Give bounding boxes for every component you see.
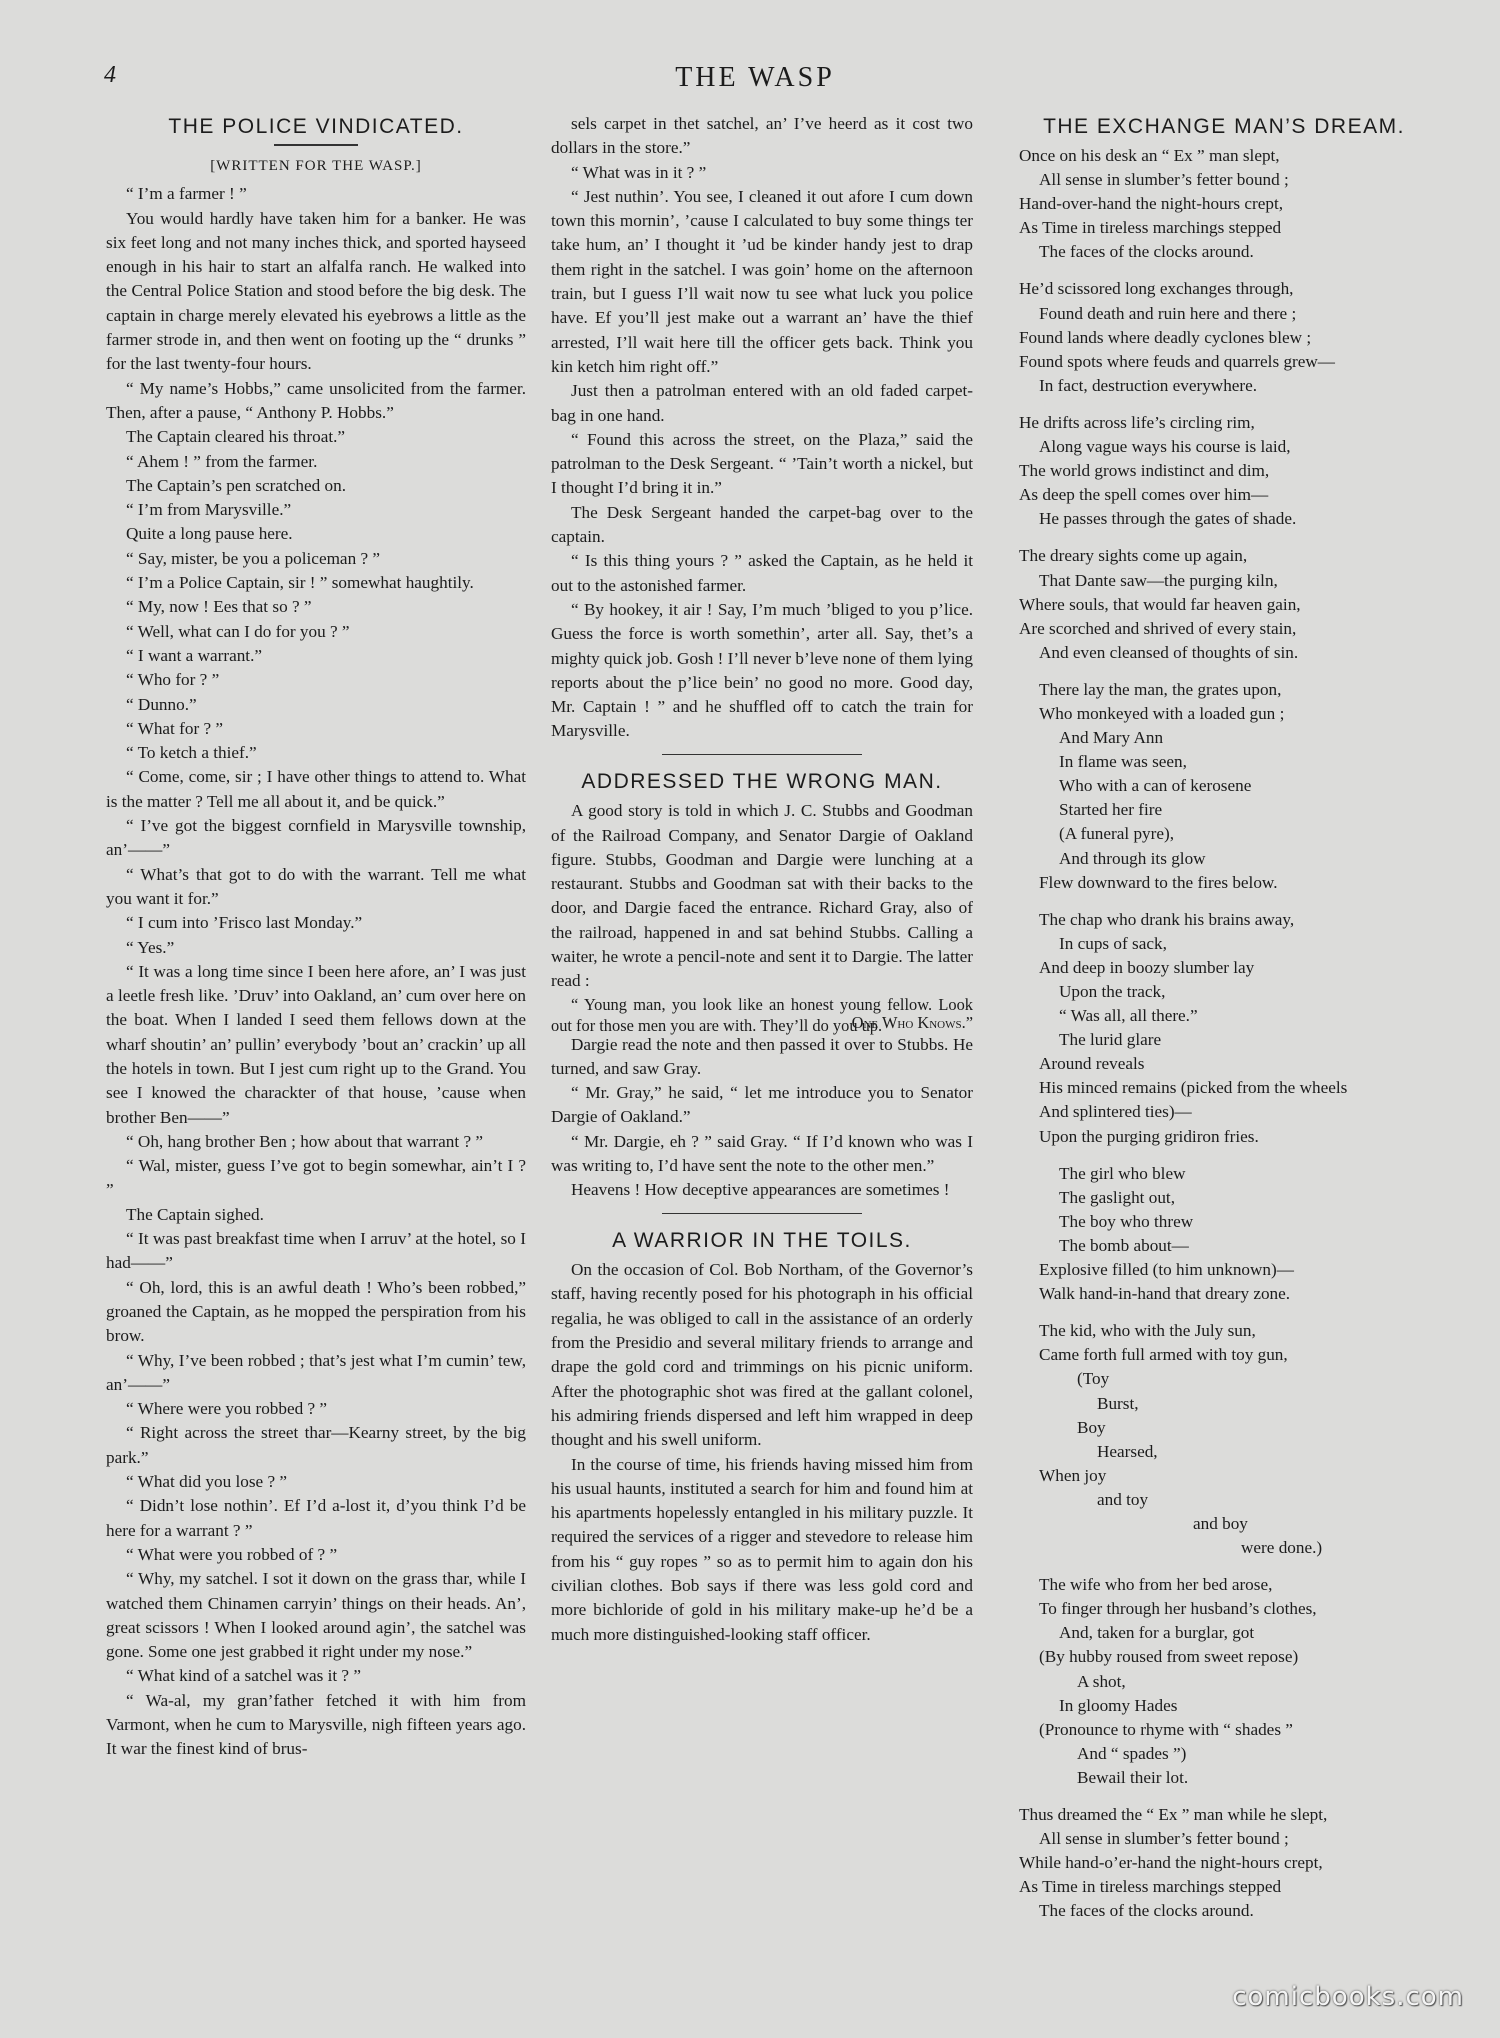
poem-stanza [1019, 544, 1429, 664]
article-divider [662, 1213, 862, 1215]
poem-line: A shot, [1077, 1671, 1126, 1691]
article-continuation [551, 112, 973, 744]
poem-stanza [1019, 1319, 1429, 1560]
article-body [551, 1258, 973, 1647]
poem-stanza [1019, 1573, 1429, 1790]
poem-line: And, taken for a burglar, got [1059, 1623, 1255, 1643]
article-paragraph: “ What kind of a satchel was it ? ” [126, 1666, 361, 1686]
article-paragraph: “ Mr. Gray,” he said, “ let me introduce you to Senator Dargie of Oakland.” [551, 1083, 973, 1127]
poem-line: All sense in slumber’s fetter bound ; [1039, 170, 1289, 190]
article-paragraph: Dargie read the note and then passed it over to Stubbs. He turned, and saw Gray. [551, 1034, 973, 1078]
article-body [106, 182, 526, 1761]
poem-line: Started her fire [1059, 800, 1163, 820]
poem-line: As deep the spell comes over him— [1019, 485, 1269, 505]
article-paragraph: “ I’m from Marysville.” [126, 500, 292, 520]
article-paragraph: Heavens ! How deceptive appearances are sometimes ! [571, 1180, 950, 1200]
article-paragraph: “ I’ve got the biggest cornfield in Marysville township, an’——” [106, 816, 526, 860]
poem-line: And “ spades ”) [1077, 1743, 1187, 1763]
poem-line: Bewail their lot. [1077, 1767, 1189, 1787]
poem-line: In fact, destruction everywhere. [1039, 375, 1258, 395]
poem-line: and toy [1097, 1489, 1149, 1509]
poem-line: Walk hand-in-hand that dreary zone. [1039, 1284, 1291, 1304]
article-paragraph: In the course of time, his friends having missed him from his usual haunts, instituted a search for him and found him at his apartments hopelessly entangled in his military puzzle. It required the services of a rigger and stevedore to release him from his “ guy ropes ” so as to permit him to again don his civilian clothes. Bob says if there was less gold cord and more bichloride of gold in his military make-up he’d be a much more distinguished-looking staff officer. [551, 1454, 973, 1644]
article-paragraph: “ Mr. Dargie, eh ? ” said Gray. “ If I’d known who was I was writing to, I’d have sent the note to the other men.” [551, 1131, 973, 1176]
poem-line: Along vague ways his course is laid, [1039, 437, 1291, 457]
poem-line: He’d scissored long exchanges through, [1019, 279, 1294, 299]
article-paragraph: “ Found this across the street, on the Plaza,” said the patrolman to the Desk Sergeant. “ ’Tain’t worth a nickel, but I thought I’d bring it in.” [551, 429, 973, 498]
article-paragraph: “ I want a warrant.” [126, 645, 262, 665]
article-paragraph: “ What for ? ” [126, 718, 224, 738]
poem-line: “ Was all, all there.” [1059, 1006, 1198, 1026]
poem-stanza [1019, 411, 1429, 531]
poem-line: In gloomy Hades [1059, 1695, 1178, 1715]
article-paragraph: The Captain cleared his throat.” [126, 427, 346, 447]
poem-line: And splintered ties)— [1039, 1102, 1192, 1122]
article-paragraph: “ Ahem ! ” from the farmer. [126, 451, 318, 471]
article-paragraph: The Desk Sergeant handed the carpet-bag over to the captain. [551, 502, 973, 547]
poem-line: and boy [1193, 1513, 1248, 1533]
poem-line: Came forth full armed with toy gun, [1039, 1345, 1288, 1365]
watermark: comicbooks.com [1232, 1982, 1464, 2012]
title-rule [274, 144, 358, 146]
column-2 [551, 112, 973, 1647]
poem-line: His minced remains (picked from the wheels [1039, 1078, 1348, 1098]
article-paragraph: “ What’s that got to do with the warrant. Tell me what you want it for.” [106, 864, 526, 908]
poem-line: Around reveals [1039, 1054, 1145, 1074]
poem-line: The kid, who with the July sun, [1039, 1321, 1256, 1341]
article-paragraph: “ Dunno.” [126, 694, 197, 714]
note-text: “ Young man, you look like an honest young fellow. Look out for those men you are with. They’ll do you up. [551, 994, 973, 1035]
poem-line: (Toy [1077, 1369, 1110, 1389]
poem-line: Hand-over-hand the night-hours crept, [1019, 194, 1284, 214]
poem-line: The world grows indistinct and dim, [1019, 461, 1270, 481]
masthead: THE WASP [675, 62, 835, 93]
poem-line: Upon the track, [1059, 982, 1166, 1001]
poem-title: THE EXCHANGE MAN’S DREAM. [1043, 115, 1405, 138]
pencil-note [551, 994, 973, 1033]
poem-line: The gaslight out, [1059, 1187, 1175, 1207]
poem-line: To finger through her husband’s clothes, [1039, 1599, 1317, 1619]
poem-line: The faces of the clocks around. [1039, 1901, 1254, 1921]
article-paragraph: “ Oh, hang brother Ben ; how about that warrant ? ” [126, 1131, 484, 1151]
article-paragraph: Quite a long pause here. [126, 524, 293, 544]
article-paragraph: “ I cum into ’Frisco last Monday.” [126, 913, 363, 933]
article-paragraph: “ Who for ? ” [126, 670, 220, 690]
poem-line: The bomb about— [1059, 1235, 1189, 1255]
article-paragraph: On the occasion of Col. Bob Northam, of the Governor’s staff, having recently posed for his photograph in his official regalia, he was obliged to call in the assistance of an orderly from the Presidio and several military friends to arrange and drape the gold cord and trimmings on his picnic uniform. After the photographic shot was fired at the gallant colonel, his admiring friends dispersed and left him wrapped in deep thought and his swell uniform. [551, 1260, 973, 1450]
poem-line: The faces of the clocks around. [1039, 242, 1254, 262]
article-paragraph: sels carpet in thet satchel, an’ I’ve heerd as it cost two dollars in the store.” [551, 114, 973, 158]
article-paragraph: The Captain’s pen scratched on. [126, 475, 347, 495]
article-paragraph: “ Wal, mister, guess I’ve got to begin somewhar, ain’t I ? ” [106, 1156, 526, 1200]
poem-line: Found spots where feuds and quarrels grew— [1019, 351, 1335, 371]
poem-line: Found lands where deadly cyclones blew ; [1019, 327, 1312, 347]
poem-stanza [1019, 678, 1429, 895]
poem-line: He passes through the gates of shade. [1039, 509, 1297, 529]
poem-line: Where souls, that would far heaven gain, [1019, 594, 1301, 614]
page-number: 4 [104, 62, 116, 88]
article-paragraph: “ It was a long time since I been here afore, an’ I was just a leetle fresh like. ’Druv’ into Oakland, an’ cum over here on the boat. When I landed I seed them fellows down at the wharf shoutin’ an’ pullin’ everybody ’bout an’ crackin’ up all the hotels in town. But I jest cum right up to the Grand. You see I knowed the charackter of that house, ’cause when brother Ben——” [106, 961, 526, 1127]
column-3 [1019, 112, 1429, 1936]
article-paragraph: “ My, now ! Ees that so ? ” [126, 597, 312, 617]
article-paragraph: “ Well, what can I do for you ? ” [126, 621, 350, 641]
poem-line: Boy [1077, 1417, 1106, 1437]
article-paragraph: “ My name’s Hobbs,” came unsolicited from the farmer. Then, after a pause, “ Anthony P. Hobbs.” [106, 378, 526, 422]
poem-line: Are scorched and shrived of every stain, [1019, 618, 1297, 638]
poem-line: were done.) [1241, 1538, 1323, 1558]
poem-line: Once on his desk an “ Ex ” man slept, [1019, 146, 1280, 165]
article-paragraph: “ I’m a farmer ! ” [126, 184, 247, 204]
article-subhead: [WRITTEN FOR THE WASP.] [210, 158, 422, 174]
poem-line: As Time in tireless marchings stepped [1019, 218, 1282, 238]
poem-stanza [1019, 908, 1429, 1149]
poem-line: And even cleansed of thoughts of sin. [1039, 642, 1299, 662]
poem-line: Who with a can of kerosene [1059, 776, 1252, 796]
poem-line: That Dante saw—the purging kiln, [1039, 570, 1278, 590]
article-paragraph: You would hardly have taken him for a banker. He was six feet long and not many inches thick, and sported hayseed enough in his hair to start an alfalfa ranch. He walked into the Central Police Station and stood before the big desk. The captain in charge merely elevated his eyebrows a little as the farmer strode in, and then went on footing up the “ drunks ” for the last twenty-four hours. [106, 208, 526, 374]
article-paragraph: “ Right across the street thar—Kearny street, by the big park.” [106, 1423, 526, 1467]
poem-stanza [1019, 1162, 1429, 1307]
poem-line: (By hubby roused from sweet repose) [1039, 1647, 1299, 1667]
poem-line: While hand-o’er-hand the night-hours crept, [1019, 1853, 1323, 1873]
poem-line: Who monkeyed with a loaded gun ; [1039, 703, 1285, 723]
column-1 [106, 112, 526, 1762]
poem-line: The boy who threw [1059, 1211, 1194, 1231]
article-paragraph: A good story is told in which J. C. Stubbs and Goodman of the Railroad Company, and Senator Dargie of Oakland figure. Stubbs, Goodman and Dargie were lunching at a restaurant. Stubbs and Goodman sat with their backs to the door, and Dargie faced the entrance. Richard Gray, also of the railroad, happened in and sat behind Stubbs. Calling a waiter, he wrote a pencil-note and sent it to Dargie. The latter read : [551, 801, 973, 991]
article-paragraph: “ What was in it ? ” [571, 162, 707, 182]
poem-line: All sense in slumber’s fetter bound ; [1039, 1829, 1289, 1849]
poem-body [1019, 144, 1429, 1923]
poem-line: Burst, [1097, 1393, 1139, 1413]
page-header [100, 62, 1410, 96]
poem-stanza [1019, 144, 1429, 264]
article-paragraph: “ Didn’t lose nothin’. Ef I’d a-lost it, d’you think I’d be here for a warrant ? ” [106, 1496, 526, 1540]
article-paragraph: “ Come, come, sir ; I have other things to attend to. What is the matter ? Tell me all about it, and be quick.” [106, 767, 526, 811]
article-paragraph: “ Why, my satchel. I sot it down on the grass thar, while I watched them Chinamen carryin’ things on their heads. An’, great scissors ! When I looked around agin’, the satchel was gone. Some one jest grabbed it right under my nose.” [106, 1569, 526, 1662]
article-title-addressed-wrong-man: ADDRESSED THE WRONG MAN. [581, 770, 943, 794]
poem-line: When joy [1039, 1465, 1107, 1485]
article-paragraph: “ I’m a Police Captain, sir ! ” somewhat haughtily. [126, 573, 474, 593]
article-paragraph: “ Jest nuthin’. You see, I cleaned it out afore I cum down town this mornin’, ’cause I calculated to buy some things ter take hum, an’ I thought it ’ud be kinder handy jest to drap them right in the satchel. I was goin’ home on the afternoon train, but I guess I’ll wait now tu see what luck you police have. Ef you’ll jest make out a warrant an’ have the thief arrested, I’ll wait here till the officer gets back. Think you kin ketch him right off.” [551, 186, 973, 376]
poem-line: In cups of sack, [1059, 933, 1167, 953]
poem-line: Explosive filled (to him unknown)— [1039, 1260, 1294, 1280]
article-paragraph: “ Is this thing yours ? ” asked the Captain, as he held it out to the astonished farmer. [551, 551, 973, 595]
article-paragraph: “ Wa-al, my gran’father fetched it with him from Varmont, when he cum to Marysville, nigh fifteen years ago. It war the finest kind of brus- [106, 1690, 526, 1759]
poem-line: (Pronounce to rhyme with “ shades ” [1039, 1719, 1293, 1739]
article-paragraph: “ What did you lose ? ” [126, 1472, 288, 1492]
poem-line: Upon the purging gridiron fries. [1039, 1126, 1259, 1146]
article-paragraph: “ To ketch a thief.” [126, 743, 257, 763]
article-body [551, 1033, 973, 1203]
article-paragraph: “ Say, mister, be you a policeman ? ” [126, 548, 381, 568]
poem-line: Found death and ruin here and there ; [1039, 303, 1297, 323]
article-divider [662, 754, 862, 756]
article-title-police-vindicated: THE POLICE VINDICATED. [168, 115, 464, 138]
article-paragraph: “ By hookey, it air ! Say, I’m much ’bliged to you p’lice. Guess the force is worth somethin’, arter all. Say, thet’s a mighty quick job. Gosh ! I’ll never b’leve none of them lying reports about the p’lice bein’ no good no more. Good day, Mr. Captain ! ” and he shuffled off to catch the train for Marysville. [551, 599, 973, 741]
poem-stanza [1019, 1803, 1429, 1923]
poem-line: Thus dreamed the “ Ex ” man while he slept, [1019, 1805, 1328, 1824]
note-signature: One Who Knows.” [851, 1012, 973, 1032]
article-title-warrior-in-toils: A WARRIOR IN THE TOILS. [612, 1229, 912, 1253]
article-paragraph: “ Yes.” [126, 937, 175, 957]
poem-line: In flame was seen, [1059, 752, 1187, 772]
poem-line: And Mary Ann [1059, 728, 1164, 748]
article-paragraph: “ It was past breakfast time when I arruv’ at the hotel, so I had——” [106, 1229, 526, 1273]
poem-line: Hearsed, [1097, 1441, 1158, 1461]
poem-line: And deep in boozy slumber lay [1039, 957, 1255, 977]
article-paragraph: The Captain sighed. [126, 1204, 264, 1224]
article-paragraph: “ Where were you robbed ? ” [126, 1399, 328, 1419]
article-paragraph: Just then a patrolman entered with an old faded carpet-bag in one hand. [551, 381, 973, 425]
poem-stanza [1019, 277, 1429, 397]
poem-line: As Time in tireless marchings stepped [1019, 1877, 1282, 1897]
poem-line: Flew downward to the fires below. [1039, 872, 1278, 892]
article-paragraph: “ What were you robbed of ? ” [126, 1544, 338, 1564]
poem-line: There lay the man, the grates upon, [1039, 679, 1282, 699]
poem-line: And through its glow [1059, 848, 1206, 868]
poem-line: (A funeral pyre), [1059, 824, 1175, 844]
poem-line: The chap who drank his brains away, [1039, 909, 1295, 929]
poem-line: He drifts across life’s circling rim, [1019, 412, 1255, 432]
poem-line: The lurid glare [1059, 1030, 1162, 1050]
article-paragraph: “ Why, I’ve been robbed ; that’s jest what I’m cumin’ tew, an’——” [106, 1350, 526, 1394]
article-paragraph: “ Oh, lord, this is an awful death ! Who’s been robbed,” groaned the Captain, as he mopped the perspiration from his brow. [106, 1277, 526, 1346]
poem-line: The wife who from her bed arose, [1039, 1575, 1273, 1595]
poem-line: The dreary sights come up again, [1019, 546, 1248, 566]
poem-line: The girl who blew [1059, 1163, 1186, 1183]
